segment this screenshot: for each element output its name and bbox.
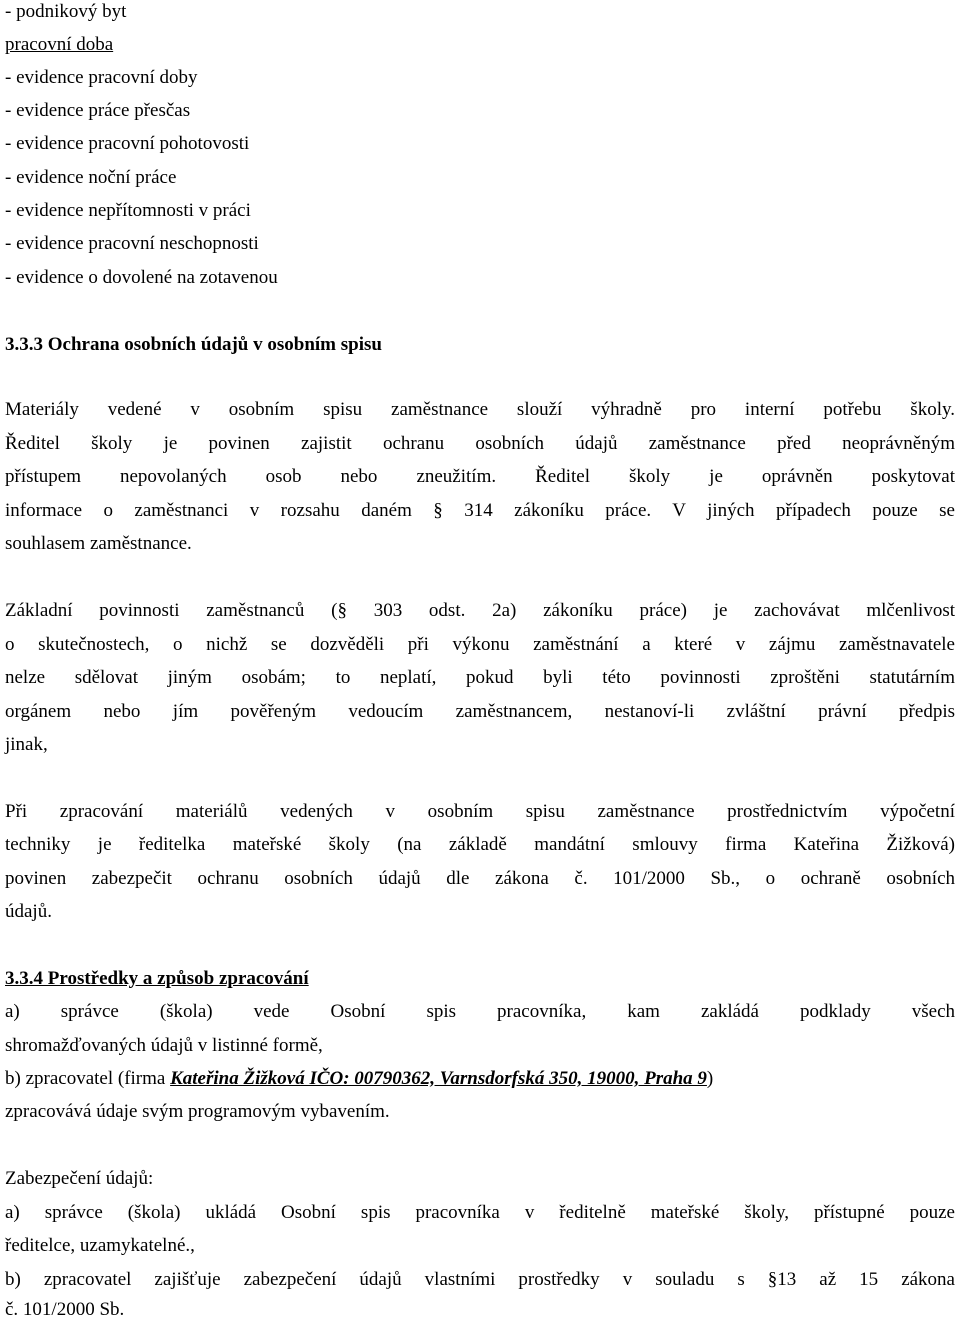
paragraph-line: přístupem nepovolaných osob nebo zneužitím. Ředitel školy je oprávněn poskytovat	[5, 466, 955, 487]
section-heading-334-text: 3.3.4 Prostředky a způsob zpracování	[5, 968, 309, 989]
paragraph-line: Základní povinnosti zaměstnanců (§ 303 odst. 2a) zákoníku práce) je zachovávat mlčenlivost	[5, 600, 955, 621]
paragraph-line: povinen zabezpečit ochranu osobních údajů dle zákona č. 101/2000 Sb., o ochraně osobních	[5, 868, 955, 889]
list-item: - evidence pracovní pohotovosti	[5, 133, 250, 154]
security-heading: Zabezpečení údajů:	[5, 1168, 154, 1189]
list-item: - evidence pracovní neschopnosti	[5, 233, 259, 254]
paragraph-line: shromažďovaných údajů v listinné formě,	[5, 1035, 323, 1056]
paragraph-line: údajů.	[5, 901, 52, 922]
company-link[interactable]: Kateřina Žižková IČO: 00790362, Varnsdorfská 350, 19000, Praha 9	[170, 1068, 707, 1089]
paragraph-line: ředitelce, uzamykatelné.,	[5, 1235, 195, 1256]
paragraph-line: a) správce (škola) ukládá Osobní spis pracovníka v ředitelně mateřské školy, přístupné pouze	[5, 1202, 955, 1223]
paragraph-line: Ředitel školy je povinen zajistit ochranu osobních údajů zaměstnance před neoprávněným	[5, 433, 955, 454]
section-heading-334	[5, 968, 309, 990]
list-item-podnikovy-byt: - podnikový byt	[5, 1, 127, 22]
paragraph-line: techniky je ředitelka mateřské školy (na základě mandátní smlouvy firma Kateřina Žižková)	[5, 834, 955, 855]
subheading-pracovni-doba: pracovní doba	[5, 34, 114, 55]
list-item: - evidence pracovní doby	[5, 67, 198, 88]
paragraph-line: Materiály vedené v osobním spisu zaměstnance slouží výhradně pro interní potřebu školy.	[5, 399, 955, 420]
text-prefix: b) zpracovatel (firma	[5, 1068, 171, 1089]
paragraph-line: a) správce (škola) vede Osobní spis pracovníka, kam zakládá podklady všech	[5, 1001, 955, 1022]
paragraph-line: zpracovává údaje svým programovým vybavením.	[5, 1101, 390, 1122]
section-heading-333: 3.3.3 Ochrana osobních údajů v osobním spisu	[5, 334, 382, 355]
paragraph-line: b) zpracovatel zajišťuje zabezpečení údajů vlastními prostředky v souladu s §13 až 15 zákona	[5, 1269, 955, 1290]
list-item: - evidence nepřítomnosti v práci	[5, 200, 251, 221]
text-suffix: )	[706, 1068, 714, 1089]
paragraph-line: souhlasem zaměstnance.	[5, 533, 192, 554]
paragraph-line: č. 101/2000 Sb.	[5, 1299, 125, 1320]
paragraph-line: orgánem nebo jím pověřeným vedoucím zaměstnancem, nestanoví-li zvláštní právní předpis	[5, 701, 955, 722]
paragraph-line: jinak,	[5, 734, 48, 755]
paragraph-line: Při zpracování materiálů vedených v osobním spisu zaměstnance prostřednictvím výpočetní	[5, 801, 955, 822]
list-item: - evidence práce přesčas	[5, 100, 191, 121]
paragraph-line: o skutečnostech, o nichž se dozvěděli při výkonu zaměstnání a které v zájmu zaměstnavatele	[5, 634, 955, 655]
list-item: - evidence noční práce	[5, 167, 177, 188]
paragraph-line: informace o zaměstnanci v rozsahu daném § 314 zákoníku práce. V jiných případech pouze se	[5, 500, 955, 521]
paragraph-line: nelze sdělovat jiným osobám; to neplatí, pokud byli této povinnosti zproštěni statutárním	[5, 667, 955, 688]
list-item: - evidence o dovolené na zotavenou	[5, 267, 278, 288]
paragraph-line-company	[5, 1068, 713, 1090]
